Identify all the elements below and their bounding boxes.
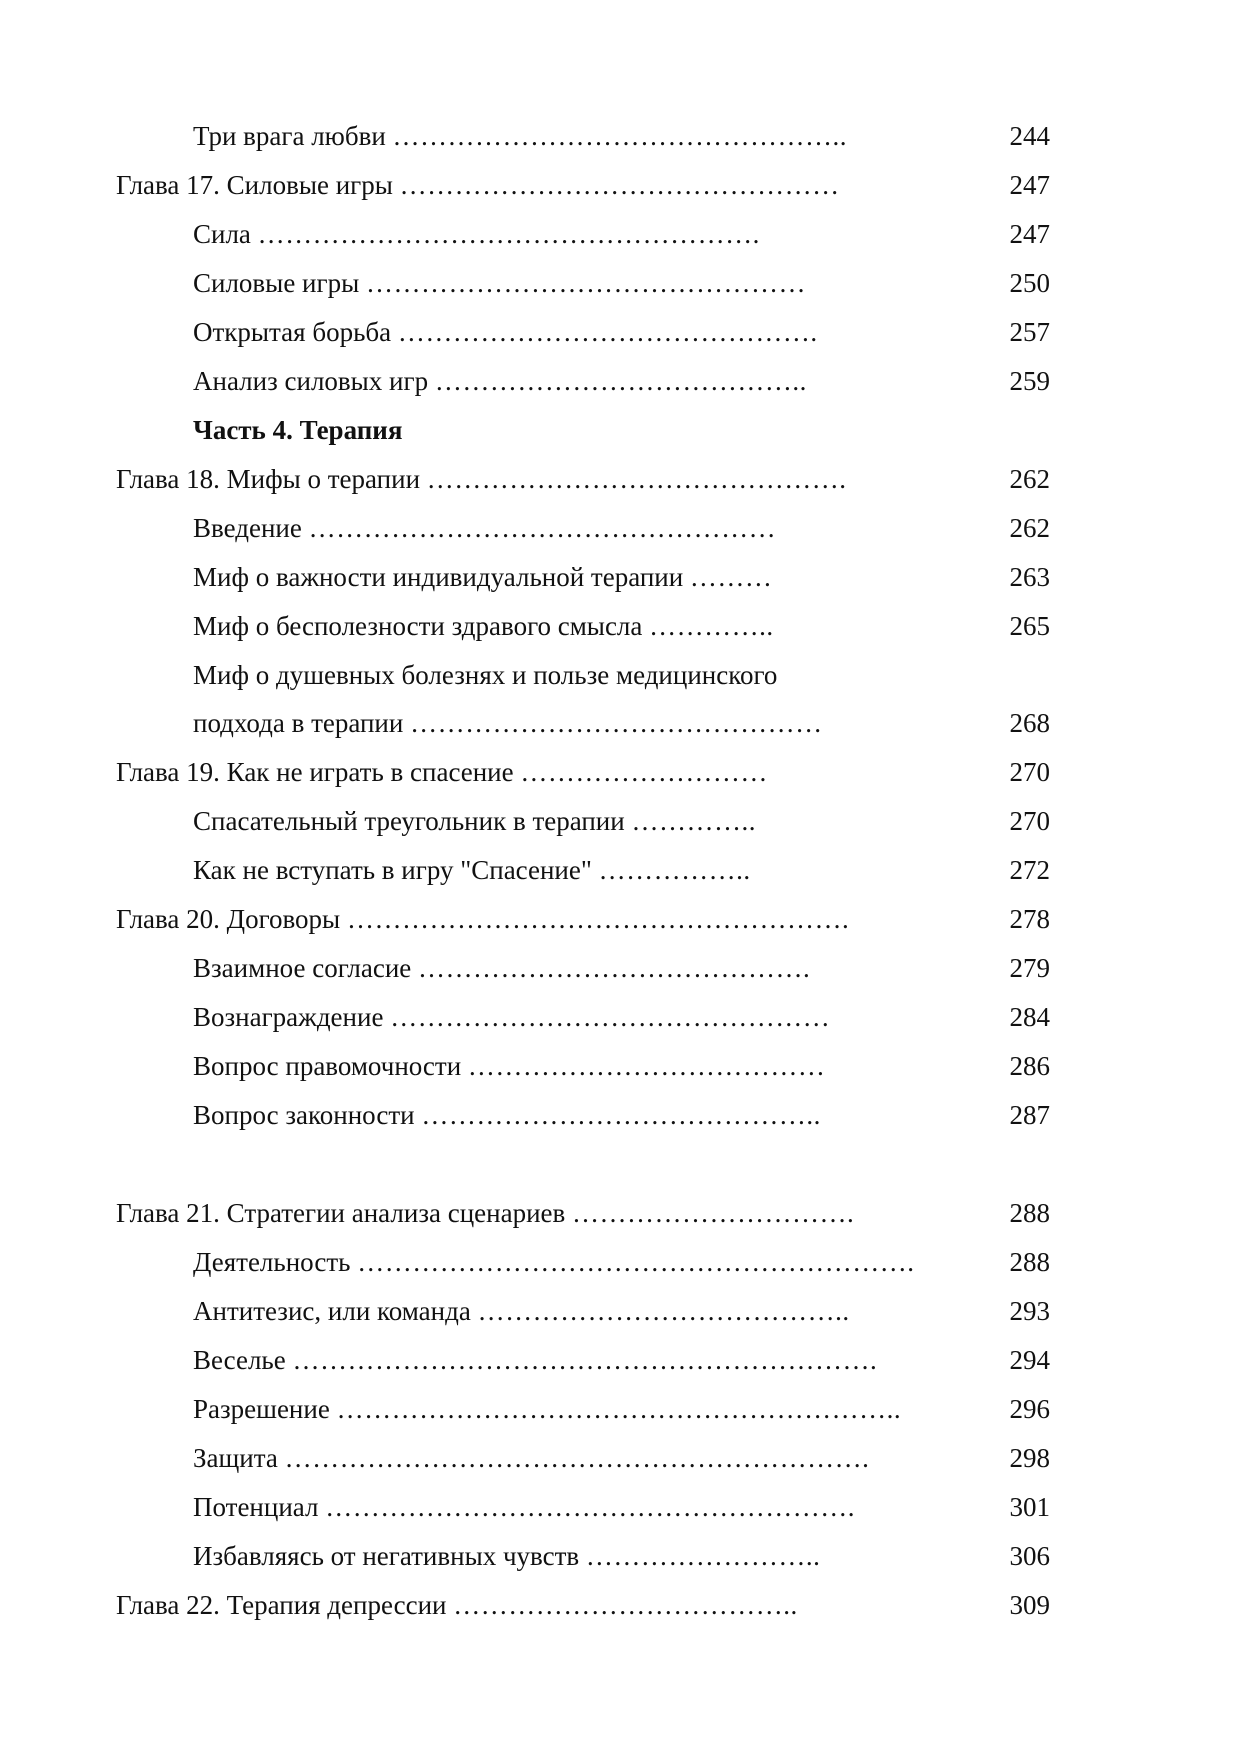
toc-entry	[193, 557, 772, 597]
toc-entry-leader: …………………………………..	[434, 366, 807, 396]
toc-entry	[193, 850, 751, 890]
toc-entry-leader: …………………………………………..	[392, 121, 848, 151]
toc-entry-leader: …………………………………………………….	[357, 1247, 915, 1277]
toc-entry-title: Взаимное согласие	[193, 953, 412, 983]
toc-entry-leader: ……………………………………………………..	[336, 1394, 902, 1424]
toc-entry	[116, 459, 847, 499]
toc-entry-title: Три врага любви	[193, 121, 386, 151]
toc-entry	[193, 948, 810, 988]
toc-entry-title: Веселье	[193, 1345, 286, 1375]
toc-entry	[193, 655, 777, 695]
toc-entry-page: 247	[1009, 219, 1050, 249]
toc-entry	[116, 1193, 854, 1233]
toc-entry-leader: …………………………………………	[399, 170, 840, 200]
toc-entry-leader: ……………………………………………………….	[284, 1443, 870, 1473]
toc-entry-title: Глава 18. Мифы о терапии	[116, 464, 421, 494]
toc-entry	[193, 1438, 869, 1478]
toc-entry-title: Глава 19. Как не играть в спасение	[116, 757, 514, 787]
toc-entry	[116, 165, 840, 205]
toc-entry-leader: ………………………	[520, 757, 768, 787]
toc-entry-title: Антитезис, или команда	[193, 1296, 471, 1326]
toc-entry-title: Открытая борьба	[193, 317, 392, 347]
toc-entry-leader: …………..	[631, 806, 756, 836]
toc-entry-page: 298	[1009, 1443, 1050, 1473]
toc-entry-leader: ………………………………..	[453, 1590, 798, 1620]
toc-entry-title: подхода в терапии	[193, 708, 404, 738]
toc-entry-page: 284	[1009, 1002, 1050, 1032]
toc-entry-leader: …………………………………………	[365, 268, 806, 298]
toc-entry-page: 262	[1009, 464, 1050, 494]
toc-entry-page: 294	[1009, 1345, 1050, 1375]
toc-entry-title: Сила	[193, 219, 251, 249]
toc-entry-page: 259	[1009, 366, 1050, 396]
toc-entry-title: Миф о бесполезности здравого смысла	[193, 611, 643, 641]
toc-entry	[193, 312, 818, 352]
toc-entry-leader: ……………………………………………………….	[292, 1345, 878, 1375]
toc-entry-page: 270	[1009, 757, 1050, 787]
toc-entry	[193, 1487, 855, 1527]
toc-entry-page: 247	[1009, 170, 1050, 200]
toc-entry-leader: ………	[689, 562, 773, 592]
toc-entry-title: Защита	[193, 1443, 278, 1473]
toc-entry-page: 265	[1009, 611, 1050, 641]
toc-entry-title: Миф о важности индивидуальной терапии	[193, 562, 684, 592]
toc-entry-title: Потенциал	[193, 1492, 319, 1522]
toc-entry-title: Вознаграждение	[193, 1002, 384, 1032]
toc-entry	[193, 801, 756, 841]
toc-entry	[193, 703, 823, 743]
toc-entry-title: Миф о душевных болезнях и пользе медицинского	[193, 660, 778, 690]
toc-entry-title: Глава 21. Стратегии анализа сценариев	[116, 1198, 566, 1228]
toc-entry-title: Вопрос законности	[193, 1100, 415, 1130]
toc-entry-title: Разрешение	[193, 1394, 330, 1424]
toc-entry-leader: …………………………………………	[390, 1002, 831, 1032]
toc-entry-page: 257	[1009, 317, 1050, 347]
toc-entry-leader: ……………..	[598, 855, 751, 885]
toc-entry	[116, 1585, 798, 1625]
toc-entry-title: Вопрос правомочности	[193, 1051, 462, 1081]
toc-entry-title: Силовые игры	[193, 268, 360, 298]
toc-entry-leader: ……………………………………………….	[257, 219, 760, 249]
toc-entry	[193, 1046, 825, 1086]
toc-part-title: Часть 4. Терапия	[193, 415, 403, 445]
toc-entry-page: 293	[1009, 1296, 1050, 1326]
toc-entry-title: Анализ силовых игр	[193, 366, 429, 396]
toc-entry-title: Глава 17. Силовые игры	[116, 170, 393, 200]
toc-entry	[193, 1291, 850, 1331]
toc-entry-page: 306	[1009, 1541, 1050, 1571]
toc-entry	[193, 997, 830, 1037]
toc-entry-leader: ……………………………………….	[397, 317, 818, 347]
toc-entry	[193, 116, 847, 156]
toc-entry-leader: ………………………………………………….	[325, 1492, 855, 1522]
toc-entry	[116, 899, 849, 939]
toc-entry-title: Избавляясь от негативных чувств	[193, 1541, 580, 1571]
toc-entry-title: Введение	[193, 513, 302, 543]
toc-entry-leader: ……………………………………………….	[346, 904, 850, 934]
toc-entry-leader: …………………………………	[467, 1051, 826, 1081]
toc-entry	[116, 752, 768, 792]
toc-entry-page: 262	[1009, 513, 1050, 543]
toc-entry-page: 301	[1009, 1492, 1050, 1522]
toc-entry-title: Деятельность	[193, 1247, 351, 1277]
toc-entry-leader: …………………………………..	[477, 1296, 850, 1326]
toc-entry-title: Глава 20. Договоры	[116, 904, 341, 934]
toc-entry-title: Спасательный треугольник в терапии	[193, 806, 625, 836]
toc-entry-page: 278	[1009, 904, 1050, 934]
toc-entry-page: 270	[1009, 806, 1050, 836]
toc-entry-page: 244	[1009, 121, 1050, 151]
toc-entry	[193, 508, 776, 548]
toc-entry-page: 286	[1009, 1051, 1050, 1081]
toc-entry-leader: ……………………………………………	[308, 513, 777, 543]
toc-entry	[193, 1095, 821, 1135]
toc-entry	[193, 1536, 820, 1576]
toc-entry-leader: …………..	[649, 611, 774, 641]
toc-entry-page: 296	[1009, 1394, 1050, 1424]
toc-entry-leader: ……………………………………..	[421, 1100, 821, 1130]
toc-entry-leader: ……………………………………….	[426, 464, 847, 494]
toc-entry	[193, 1242, 914, 1282]
toc-entry-page: 309	[1009, 1590, 1050, 1620]
toc-entry	[193, 361, 807, 401]
toc-entry	[193, 1389, 901, 1429]
toc-entry-leader: …………………………………….	[418, 953, 811, 983]
toc-entry-page: 279	[1009, 953, 1050, 983]
toc-entry-title: Глава 22. Терапия депрессии	[116, 1590, 447, 1620]
toc-entry-title: Как не вступать в игру "Спасение"	[193, 855, 592, 885]
toc-part-heading	[193, 410, 402, 450]
toc-entry	[193, 1340, 877, 1380]
toc-entry-page: 250	[1009, 268, 1050, 298]
toc-entry-page: 288	[1009, 1247, 1050, 1277]
toc-entry	[193, 606, 774, 646]
toc-entry-leader: ………………………………………	[410, 708, 823, 738]
toc-entry	[193, 263, 806, 303]
toc-entry-leader: ……………………..	[585, 1541, 821, 1571]
toc-entry	[193, 214, 760, 254]
toc-entry-leader: ………………………….	[572, 1198, 855, 1228]
toc-entry-page: 268	[1009, 708, 1050, 738]
toc-entry-page: 263	[1009, 562, 1050, 592]
toc-entry-page: 287	[1009, 1100, 1050, 1130]
toc-entry-page: 288	[1009, 1198, 1050, 1228]
toc-entry-page: 272	[1009, 855, 1050, 885]
